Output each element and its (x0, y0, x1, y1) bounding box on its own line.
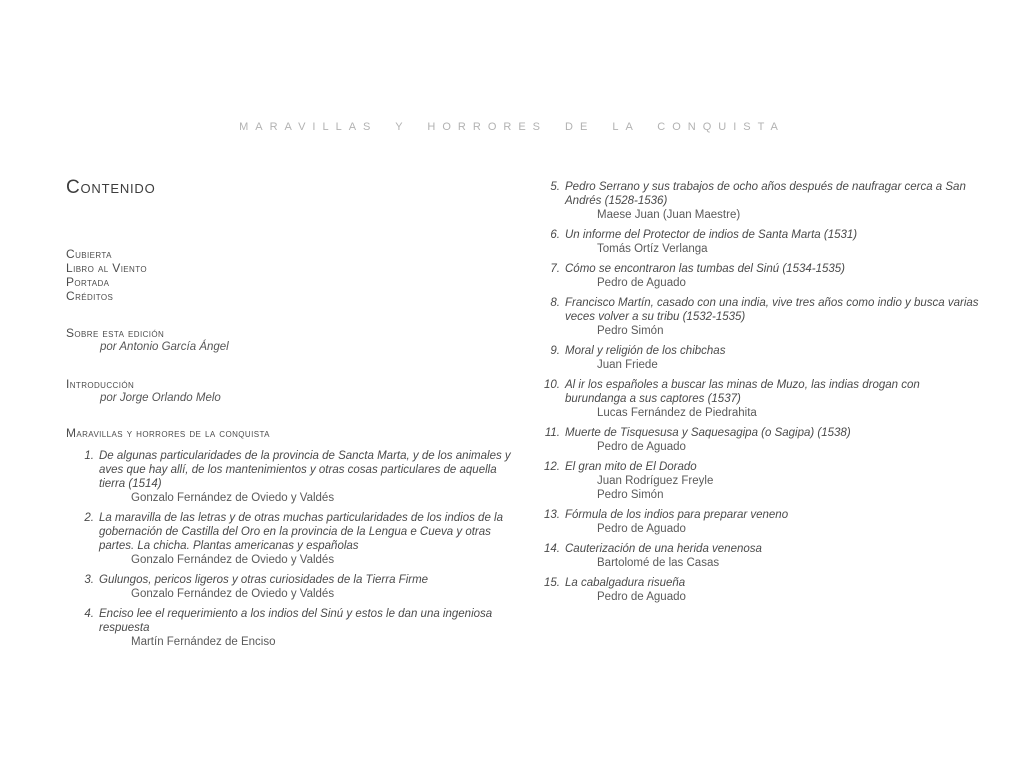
entry-body (565, 262, 980, 290)
entry-author: Lucas Fernández de Piedrahita (597, 407, 757, 419)
entry-number: 9. (550, 345, 560, 357)
entry-link[interactable]: Pedro Serrano y sus trabajos de ocho años después de naufragar cerca a San Andrés (1528-1536) (565, 181, 966, 207)
entry-link[interactable]: Un informe del Protector de indios de Santa Marta (1531) (565, 229, 858, 241)
entry-link[interactable]: El gran mito de El Dorado (565, 461, 697, 473)
preface-byline: por Jorge Orlando Melo (100, 392, 221, 404)
toc-entry (532, 296, 980, 338)
toc-entry (532, 542, 980, 570)
entry-number: 3. (84, 574, 94, 586)
entry-number: 6. (550, 229, 560, 241)
entry-author: Gonzalo Fernández de Oviedo y Valdés (131, 588, 335, 600)
entry-body (565, 228, 980, 256)
entry-body (565, 344, 980, 372)
entry-link[interactable]: Cómo se encontraron las tumbas del Sinú (1534-1535) (565, 263, 845, 275)
entry-number: 7. (550, 263, 560, 275)
entry-number: 10. (544, 379, 560, 391)
entry-number: 4. (84, 608, 94, 620)
entry-authors (99, 587, 514, 601)
entry-number: 5. (550, 181, 560, 193)
entry-author: Pedro Simón (597, 489, 664, 501)
toc-right-column (532, 178, 980, 610)
toc-entry (532, 228, 980, 256)
entry-body (565, 180, 980, 222)
toc-entries-right (532, 180, 980, 604)
toc-entry (66, 511, 514, 567)
toc-entry (532, 576, 980, 604)
entry-author: Pedro Simón (597, 325, 664, 337)
entry-authors (565, 208, 980, 222)
front-matter-link[interactable]: Portada (66, 275, 110, 289)
toc-entry (532, 262, 980, 290)
toc-entry (532, 378, 980, 420)
entry-body (99, 511, 514, 567)
entry-link[interactable]: La cabalgadura risueña (565, 577, 686, 589)
entry-body (565, 378, 980, 420)
toc-entry (532, 344, 980, 372)
entry-number: 15. (544, 577, 560, 589)
preface-link[interactable]: Introducción (66, 377, 135, 391)
entry-link[interactable]: Cauterización de una herida venenosa (565, 543, 762, 555)
toc-entry (532, 460, 980, 502)
entry-author: Martín Fernández de Enciso (131, 636, 276, 648)
entry-link[interactable]: Fórmula de los indios para preparar veneno (565, 509, 789, 521)
entry-link[interactable]: Al ir los españoles a buscar las minas de Muzo, las indias drogan con burundanga a sus captores (1537) (565, 379, 920, 405)
entry-body (99, 573, 514, 601)
entry-authors (565, 590, 980, 604)
entry-number: 13. (544, 509, 560, 521)
toc-entry (66, 573, 514, 601)
entry-authors (565, 358, 980, 372)
entry-author: Bartolomé de las Casas (597, 557, 720, 569)
front-matter-link[interactable]: Cubierta (66, 247, 112, 261)
entry-number: 12. (544, 461, 560, 473)
entry-link[interactable]: Enciso lee el requerimiento a los indios del Sinú y estos le dan una ingeniosa respuesta (99, 608, 493, 634)
entry-number: 8. (550, 297, 560, 309)
entry-author: Pedro de Aguado (597, 591, 686, 603)
preface-link[interactable]: Sobre esta edición (66, 326, 165, 340)
entry-authors (565, 556, 980, 570)
running-header: MARAVILLAS Y HORRORES DE LA CONQUISTA (239, 121, 785, 133)
entry-body (565, 576, 980, 604)
entry-authors (565, 242, 980, 256)
toc-entries-left (66, 449, 514, 649)
entry-authors (565, 522, 980, 536)
entry-author: Maese Juan (Juan Maestre) (597, 209, 741, 221)
toc-left-column (66, 178, 514, 655)
entry-authors (565, 406, 980, 420)
entry-link[interactable]: Gulungos, pericos ligeros y otras curiosidades de la Tierra Firme (99, 574, 429, 586)
entry-body (565, 460, 980, 502)
entry-number: 2. (84, 512, 94, 524)
entry-authors (99, 491, 514, 505)
entry-authors (99, 553, 514, 567)
toc-entry (532, 426, 980, 454)
entry-authors (99, 635, 514, 649)
entry-link[interactable]: Francisco Martín, casado con una india, vive tres años como indio y busca varias veces volver a su tribu (1532-1535) (565, 297, 979, 323)
entry-body (565, 542, 980, 570)
front-matter-link[interactable]: Créditos (66, 289, 114, 303)
preface-block (66, 326, 514, 354)
part-title: Maravillas y horrores de la conquista (66, 426, 270, 440)
entry-link[interactable]: Moral y religión de los chibchas (565, 345, 726, 357)
entry-number: 14. (544, 543, 560, 555)
toc-entry (66, 449, 514, 505)
toc-entry (66, 607, 514, 649)
entry-number: 11. (544, 427, 560, 439)
entry-authors (565, 440, 980, 454)
preface-block (66, 377, 514, 405)
entry-link[interactable]: Muerte de Tisquesusa y Saquesagipa (o Sagipa) (1538) (565, 427, 851, 439)
front-matter-link[interactable]: Libro al Viento (66, 261, 147, 275)
entry-author: Pedro de Aguado (597, 523, 686, 535)
entry-link[interactable]: La maravilla de las letras y de otras muchas particularidades de los indios de la gobernación de Castilla del Oro en la provincia de la Lengua e Cueva y otras partes. La chicha. Plantas americanas y españolas (99, 512, 503, 552)
entry-author: Juan Friede (597, 359, 658, 371)
entry-author: Gonzalo Fernández de Oviedo y Valdés (131, 492, 335, 504)
entry-body (99, 607, 514, 649)
entry-authors (565, 474, 980, 502)
entry-authors (565, 276, 980, 290)
entry-author: Pedro de Aguado (597, 441, 686, 453)
entry-body (565, 426, 980, 454)
entry-body (99, 449, 514, 505)
entry-author: Pedro de Aguado (597, 277, 686, 289)
front-matter-list (66, 247, 514, 303)
entry-link[interactable]: De algunas particularidades de la provincia de Sancta Marta, y de los animales y aves que hay allí, de los mantenimientos y otras cosas particulares de aquella tierra (1514) (99, 450, 511, 490)
entry-authors (565, 324, 980, 338)
entry-number: 1. (84, 450, 94, 462)
entry-body (565, 296, 980, 338)
preface-byline: por Antonio García Ángel (100, 341, 229, 353)
preface-list (66, 326, 514, 405)
entry-author: Juan Rodríguez Freyle (597, 475, 714, 487)
toc-entry (532, 180, 980, 222)
entry-body (565, 508, 980, 536)
entry-author: Tomás Ortíz Verlanga (597, 243, 708, 255)
toc-title: Contenido (66, 177, 156, 198)
toc-entry (532, 508, 980, 536)
entry-author: Gonzalo Fernández de Oviedo y Valdés (131, 554, 335, 566)
